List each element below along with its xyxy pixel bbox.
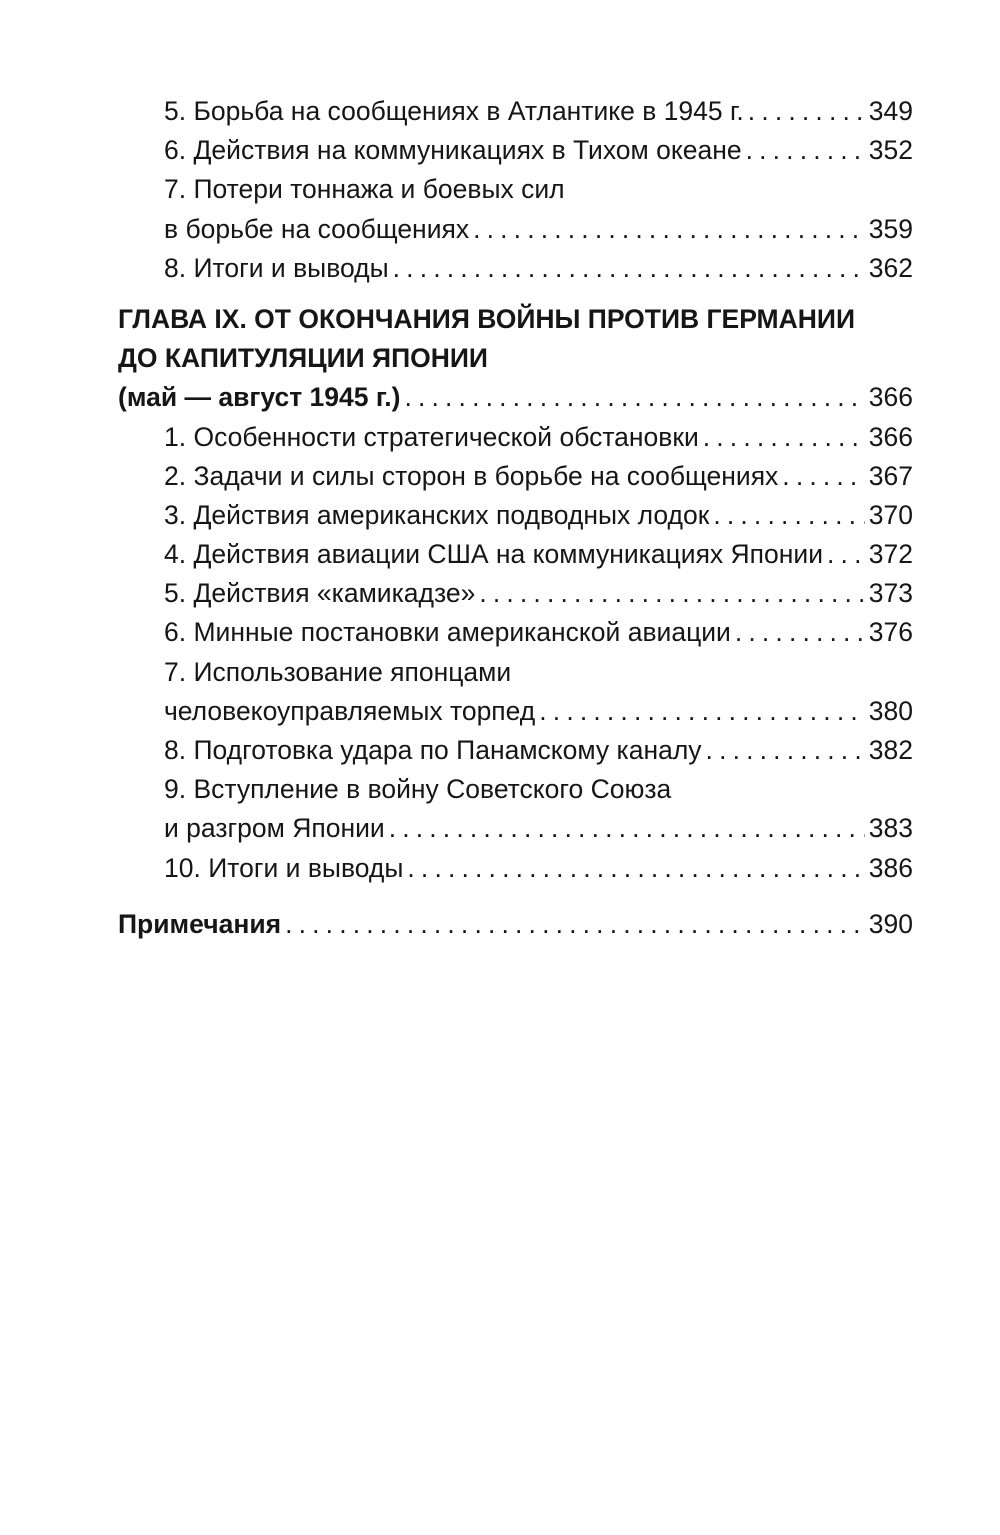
toc-entry[interactable] <box>118 535 913 574</box>
toc-entry[interactable] <box>118 613 913 652</box>
notes-entry[interactable] <box>118 905 913 944</box>
toc-entry-title: 3. Действия американских подводных лодок <box>164 499 710 530</box>
toc-entry-page: 352 <box>868 135 913 166</box>
toc-entry-title: 1. Особенности стратегической обстановки <box>164 421 699 452</box>
dot-leader <box>827 535 865 574</box>
dot-leader <box>782 457 864 496</box>
toc-entry-title: 8. Подготовка удара по Панамскому каналу <box>164 735 702 765</box>
toc-entry[interactable] <box>118 92 913 131</box>
dot-leader <box>706 731 865 770</box>
toc-entry-page: 383 <box>868 813 913 844</box>
toc-entry-page: 349 <box>868 96 913 126</box>
toc-entry-title: 10. Итоги и выводы <box>164 852 404 883</box>
toc-entry-title: 4. Действия авиации США на коммуникациях Японии <box>164 539 824 570</box>
toc-entry-page: 359 <box>868 213 913 244</box>
toc-entry-page: 370 <box>868 499 913 530</box>
toc-entry[interactable] <box>118 731 913 770</box>
toc-entry-title: 7. Использование японцами <box>164 656 512 687</box>
toc-entry[interactable] <box>118 849 913 888</box>
chapter-entry[interactable] <box>118 378 913 417</box>
toc-entry[interactable] <box>118 210 913 249</box>
dot-leader <box>539 692 865 731</box>
toc-entry-page: 372 <box>868 539 913 570</box>
notes-title: Примечания <box>118 908 282 939</box>
toc-entry[interactable] <box>118 131 913 170</box>
toc-entry-page: 380 <box>868 695 913 726</box>
toc-entry-title: человекоуправляемых торпед <box>164 695 536 726</box>
toc-entry-title: 9. Вступление в войну Советского Союза <box>164 774 672 805</box>
dot-leader <box>285 905 865 944</box>
dot-leader <box>473 210 865 249</box>
chapter-page: 366 <box>868 382 913 413</box>
chapter-title: ГЛАВА IX. ОТ ОКОНЧАНИЯ ВОЙНЫ ПРОТИВ ГЕРМАНИИ <box>118 303 855 334</box>
toc-entry-title: и разгром Японии <box>164 813 385 844</box>
dot-leader <box>407 849 864 888</box>
dot-leader <box>404 378 864 417</box>
toc-entry[interactable] <box>118 574 913 613</box>
dot-leader <box>746 131 865 170</box>
toc-entry[interactable] <box>118 809 913 848</box>
toc-entry-title: 5. Действия «камикадзе» <box>164 578 476 609</box>
spacer <box>118 888 913 905</box>
dot-leader <box>748 92 865 131</box>
toc-entry-title: 2. Задачи и силы сторон в борьбе на сообщениях <box>164 460 779 491</box>
chapter-title-line[interactable] <box>118 339 913 378</box>
chapter-title: (май — август 1945 г.) <box>118 382 401 413</box>
toc-entry-title: 5. Борьба на сообщениях в Атлантике в 1945 г. <box>164 96 744 126</box>
dot-leader <box>713 496 864 535</box>
toc-entry[interactable] <box>118 457 913 496</box>
dot-leader <box>389 809 865 848</box>
toc-entry-page: 376 <box>868 617 913 648</box>
toc-entry[interactable] <box>118 249 913 288</box>
dot-leader <box>735 613 865 652</box>
toc-entry[interactable] <box>118 692 913 731</box>
toc-entry[interactable] <box>118 496 913 535</box>
toc-entry-title: 7. Потери тоннажа и боевых сил <box>164 174 565 205</box>
toc-entry-page: 362 <box>868 252 913 283</box>
dot-leader <box>703 418 865 457</box>
chapter-title: ДО КАПИТУЛЯЦИИ ЯПОНИИ <box>118 343 488 374</box>
toc-entry-title: 6. Минные постановки американской авиации <box>164 617 731 648</box>
dot-leader <box>393 249 865 288</box>
toc-entry-first-line[interactable] <box>118 653 913 692</box>
table-of-contents <box>118 92 913 944</box>
toc-entry-title: 8. Итоги и выводы <box>164 252 389 283</box>
spacer <box>118 288 913 300</box>
notes-page: 390 <box>868 908 913 939</box>
dot-leader <box>479 574 864 613</box>
toc-entry-page: 366 <box>868 421 913 452</box>
toc-entry-page: 373 <box>868 578 913 609</box>
toc-entry-page: 367 <box>868 460 913 491</box>
toc-entry-title: в борьбе на сообщениях <box>164 213 470 244</box>
toc-entry-page: 386 <box>868 852 913 883</box>
toc-entry[interactable] <box>118 418 913 457</box>
toc-entry-title: 6. Действия на коммуникациях в Тихом океане <box>164 135 742 166</box>
chapter-title-line[interactable] <box>118 300 913 339</box>
toc-entry-first-line[interactable] <box>118 770 913 809</box>
toc-entry-page: 382 <box>868 735 913 765</box>
toc-entry-first-line[interactable] <box>118 170 913 209</box>
